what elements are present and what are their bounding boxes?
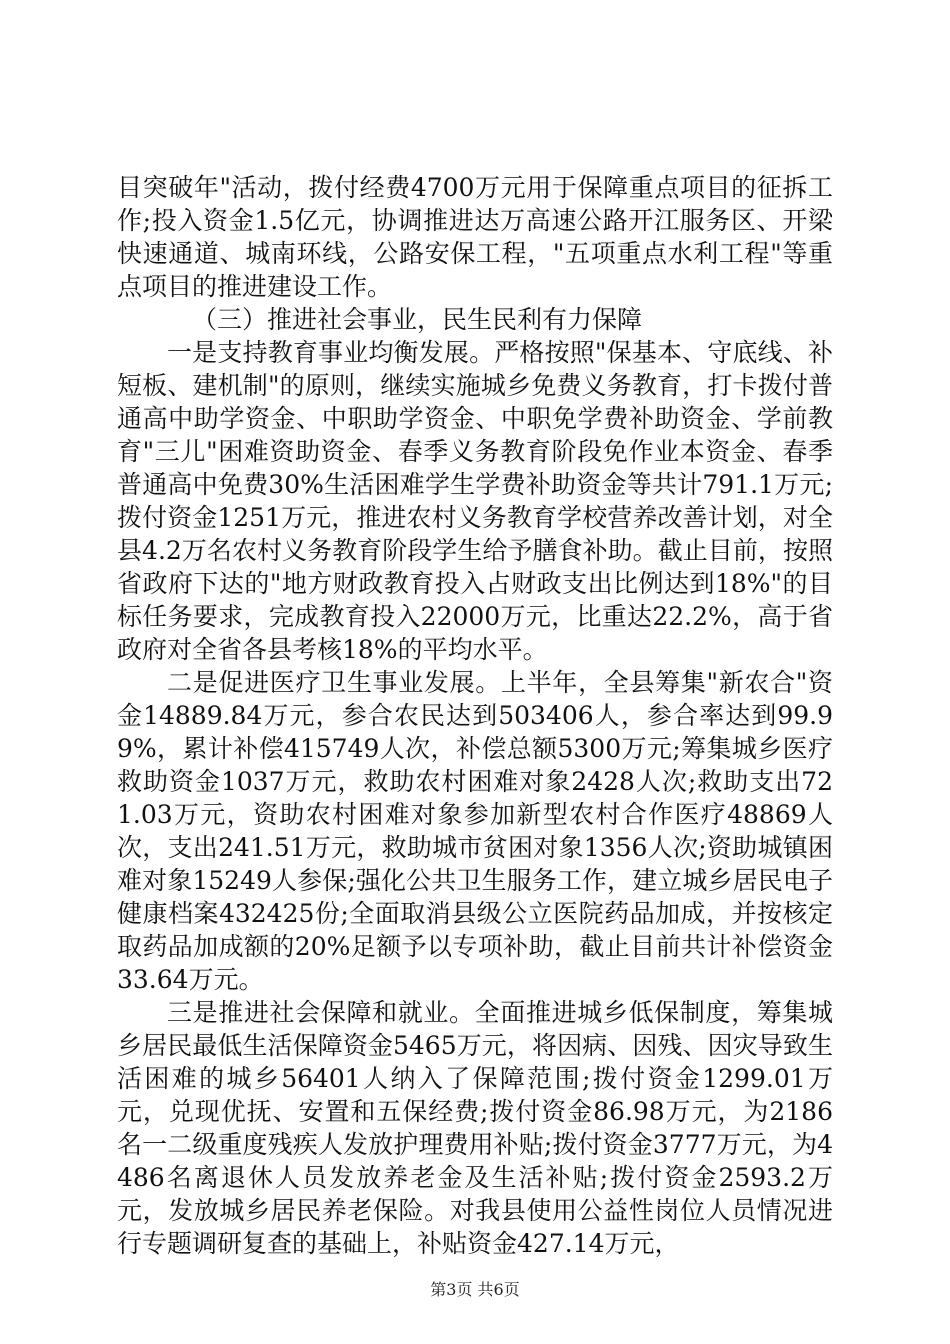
paragraph-social-security: 三是推进社会保障和就业。全面推进城乡低保制度，筹集城乡居民最低生活保障资金5465万元，将因病、因残、因灾导致生活困难的城乡56401人纳入了保障范围;拨付资金1299.01万元，兑现优抚、安置和五保经费;拨付资金86.98万元，为2186名一二级重度残疾人发放护理费用补贴;拨付资金3777万元，为4486名离退休人员发放养老金及生活补贴;拨付资金2593.2万元，发放城乡居民养老保险。对我县使用公益性岗位人员情况进行专题调研复查的基础上，补贴资金427.14万元， (117, 998, 833, 1258)
section-heading: （三）推进社会事业，民生民利有力保障 (192, 305, 643, 334)
paragraph-education: 一是支持教育事业均衡发展。严格按照"保基本、守底线、补短板、建机制"的原则，继续实施城乡免费义务教育，打卡拨付普通高中助学资金、中职助学资金、中职免学费补助资金、学前教育"三儿"困难资助资金、春季义务教育阶段免作业本资金、春季普通高中免费30%生活困难学生学费补助资金等共计791.1万元;拨付资金1251万元，推进农村义务教育学校营养改善计划，对全县4.2万名农村义务教育阶段学生给予膳食补助。截止目前，按照省政府下达的"地方财政教育投入占财政支出比例达到18%"的目标任务要求，完成教育投入22000万元，比重达22.2%，高于省政府对全省各县考核18%的平均水平。 (117, 338, 833, 664)
document-body (117, 171, 833, 1260)
paragraph-healthcare: 二是促进医疗卫生事业发展。上半年，全县筹集"新农合"资金14889.84万元，参合农民达到503406人，参合率达到99.99%，累计补偿415749人次，补偿总额5300万元;筹集城乡医疗救助资金1037万元，救助农村困难对象2428人次;救助支出721.03万元，资助农村困难对象参加新型农村合作医疗48869人次，支出241.51万元，救助城市贫困对象1356人次;资助城镇困难对象15249人参保;强化公共卫生服务工作，建立城乡居民电子健康档案432425份;全面取消县级公立医院药品加成，并按核定取药品加成额的20%足额予以专项补助，截止目前共计补偿资金33.64万元。 (117, 668, 833, 994)
page-footer: 第3页 共6页 (430, 1280, 520, 1299)
paragraph-continuation: 目突破年"活动，拨付经费4700万元用于保障重点项目的征拆工作;投入资金1.5亿元，协调推进达万高速公路开江服务区、开梁快速通道、城南环线，公路安保工程，"五项重点水利工程"等重点项目的推进建设工作。 (117, 173, 833, 301)
